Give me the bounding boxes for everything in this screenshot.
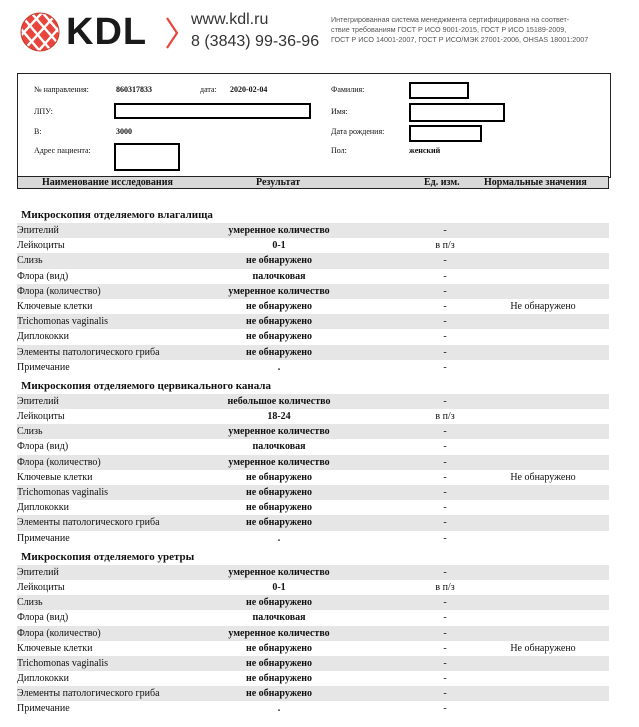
result-value: 0-1 [272,240,286,252]
table-row [17,656,609,671]
unit-value: - [443,270,447,282]
table-row [17,500,609,515]
name-label: Имя: [331,107,348,116]
unit-value: - [443,612,447,624]
table-row [17,253,609,268]
results-table-header [17,176,609,189]
unit-value: - [443,597,447,609]
unit-value: - [443,502,447,514]
unit-value: - [443,395,447,407]
cert-line: ГОСТ Р ИСО 14001-2007, ГОСТ Р ИСО/МЭК 27001-2006, OHSAS 18001:2007 [331,35,589,44]
test-name: Лейкоциты [17,581,65,593]
unit-value: - [443,688,447,700]
table-row [17,409,609,424]
test-name: Эпителий [17,225,59,236]
test-name: Эпителий [17,395,59,407]
test-name: Слизь [17,426,43,438]
test-name: Примечание [17,703,70,715]
column-header-norm: Нормальные значения [484,177,587,188]
result-value: не обнаружено [245,597,313,609]
column-header-name: Наименование исследования [42,177,173,188]
kdl-logo-icon [20,12,60,52]
result-value: не обнаружено [245,688,313,700]
result-value: не обнаружено [245,471,313,483]
test-name: Примечание [17,361,70,373]
result-value: умеренное количество [228,426,330,438]
result-value: умеренное количество [228,456,330,468]
unit-value: - [443,426,447,438]
result-value: палочковая [252,270,306,282]
table-row [17,439,609,454]
test-name: Флора (количество) [17,456,101,468]
unit-value: в п/з [435,240,455,252]
test-name: Диплококки [17,673,69,685]
test-name: Элементы патологического гриба [17,346,160,358]
sex-value: женский [409,146,441,155]
redacted-birth-date [409,125,482,142]
result-value: 0-1 [272,581,286,593]
table-row [17,223,609,238]
v-label: В: [34,127,42,136]
result-value: не обнаружено [245,642,313,654]
test-name: Лейкоциты [17,411,65,423]
result-value: умеренное количество [228,566,330,578]
table-row [17,360,609,375]
table-row [17,424,609,439]
sex-label: Пол: [331,146,347,155]
table-row [17,641,609,656]
unit-value: в п/з [435,411,455,423]
test-name: Флора (вид) [17,612,69,624]
cert-line: ствие требованиям ГОСТ Р ИСО 9001-2015, ГОСТ Р ИСО 15189-2009, [331,25,567,34]
table-row [17,595,609,610]
column-header-result: Результат [256,177,301,188]
normal-value: Не обнаружено [510,300,576,312]
referral-label: № направления: [34,85,89,94]
table-row [17,314,609,329]
unit-value: - [443,316,447,328]
brand-name: KDL [66,11,148,53]
test-name: Ключевые клетки [17,471,93,483]
test-name: Диплококки [17,502,69,514]
test-name: Trichomonas vaginalis [17,316,109,328]
test-name: Флора (количество) [17,285,101,297]
unit-value: - [443,346,447,358]
result-value: не обнаружено [245,487,313,498]
surname-label: Фамилия: [331,85,365,94]
result-value: 18-24 [267,411,291,423]
table-row [17,565,609,580]
test-name: Элементы патологического гриба [17,517,160,529]
table-row [17,455,609,470]
normal-value: Не обнаружено [510,471,576,483]
result-value: . [277,703,281,715]
test-name: Лейкоциты [17,240,65,252]
test-name: Слизь [17,255,43,267]
phone-number: 8 (3843) 99-36-96 [191,33,320,50]
results-table [17,204,609,717]
result-value: небольшое количество [227,395,331,407]
test-name: Trichomonas vaginalis [17,487,109,498]
chevron-right-icon [164,16,180,50]
section-title: Микроскопия отделяемого влагалища [21,209,213,221]
table-row [17,269,609,284]
result-value: не обнаружено [245,673,313,685]
certification-text [331,15,631,45]
test-name: Trichomonas vaginalis [17,657,109,669]
v-value: 3000 [116,127,132,136]
result-value: не обнаружено [245,300,313,312]
table-row [17,485,609,500]
cert-line: Интегрированная система менеджмента сертифицирована на соответ- [331,15,570,24]
unit-value: - [443,566,447,578]
unit-value: - [443,300,447,312]
redacted-address [114,143,180,171]
lpu-label: ЛПУ: [34,107,53,116]
table-row [17,626,609,641]
unit-value: - [443,441,447,453]
unit-value: - [443,517,447,529]
result-value: палочковая [252,441,306,453]
unit-value: - [443,487,447,498]
unit-value: - [443,331,447,343]
result-value: умеренное количество [228,627,330,639]
unit-value: - [443,456,447,468]
test-name: Элементы патологического гриба [17,688,160,700]
table-row [17,515,609,530]
result-value: . [277,532,281,544]
table-row [17,238,609,253]
unit-value: - [443,471,447,483]
test-name: Флора (вид) [17,270,69,282]
unit-value: - [443,225,447,236]
table-row [17,580,609,595]
result-value: не обнаружено [245,255,313,267]
referral-value: 860317833 [116,85,152,94]
test-name: Эпителий [17,566,59,578]
test-name: Слизь [17,597,43,609]
redacted-lpu [114,103,311,119]
test-name: Диплококки [17,331,69,343]
result-value: палочковая [252,612,306,624]
table-row [17,470,609,485]
unit-value: - [443,657,447,669]
table-row [17,299,609,314]
unit-value: - [443,361,447,373]
patient-info-box [17,73,611,178]
address-label: Адрес пациента: [34,146,91,155]
result-value: не обнаружено [245,502,313,514]
table-row [17,329,609,344]
table-row [17,531,609,546]
result-value: не обнаружено [245,657,313,669]
result-value: не обнаружено [245,346,313,358]
birth-date-label: Дата рождения: [331,127,385,136]
result-value: умеренное количество [228,225,330,236]
date-label: дата: [200,85,217,94]
table-row [17,345,609,360]
section-title: Микроскопия отделяемого цервикального канала [21,379,271,392]
website-link[interactable]: www.kdl.ru [191,11,269,28]
table-row [17,671,609,686]
result-value: не обнаружено [245,331,313,343]
table-row [17,701,609,716]
result-value: не обнаружено [245,517,313,529]
table-row [17,610,609,625]
unit-value: - [443,642,447,654]
column-header-unit: Ед. изм. [424,177,460,188]
result-value: . [277,361,281,373]
unit-value: - [443,532,447,544]
result-value: не обнаружено [245,316,313,328]
test-name: Флора (количество) [17,627,101,639]
table-row [17,394,609,409]
unit-value: - [443,627,447,639]
normal-value: Не обнаружено [510,642,576,654]
table-row [17,284,609,299]
test-name: Флора (вид) [17,441,69,453]
redacted-name [409,103,505,122]
section-title: Микроскопия отделяемого уретры [21,550,195,563]
unit-value: - [443,255,447,267]
test-name: Примечание [17,532,70,544]
table-row [17,686,609,701]
unit-value: - [443,673,447,685]
unit-value: - [443,285,447,297]
date-value: 2020-02-04 [230,85,268,94]
redacted-surname [409,82,469,99]
unit-value: - [443,703,447,715]
test-name: Ключевые клетки [17,300,93,312]
test-name: Ключевые клетки [17,642,93,654]
result-value: умеренное количество [228,285,330,297]
unit-value: в п/з [435,581,455,593]
